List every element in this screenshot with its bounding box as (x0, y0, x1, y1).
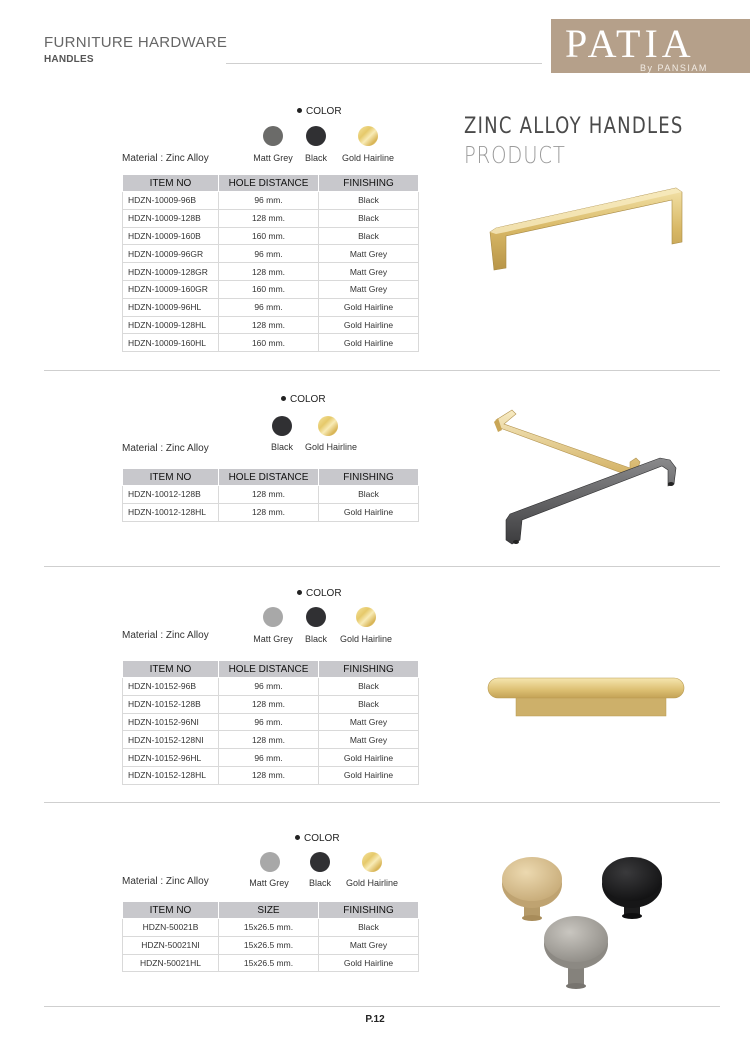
finishing: Black (319, 227, 419, 245)
footer-divider (44, 1006, 720, 1007)
item-no: HDZN-50021NI (123, 936, 219, 954)
table-row (123, 245, 419, 263)
item-no: HDZN-10009-128B (123, 209, 219, 227)
item-no: HDZN-10009-96GR (123, 245, 219, 263)
col-header-item-no: ITEM NO (123, 469, 219, 486)
brand-subtitle: By PANSIAM (640, 63, 708, 73)
item-no: HDZN-10009-160GR (123, 280, 219, 298)
swatch-black (272, 416, 292, 436)
table-row (123, 486, 419, 504)
table-row (123, 749, 419, 767)
item-no: HDZN-10009-96HL (123, 298, 219, 316)
col-header-size: SIZE (219, 902, 319, 919)
table-row (123, 713, 419, 731)
table-header-row (123, 902, 419, 919)
item-no: HDZN-10152-96B (123, 678, 219, 696)
swatch-black (310, 852, 330, 872)
swatch-label: Gold Hairline (304, 442, 358, 452)
swatch-label: Matt Grey (253, 153, 293, 163)
col-header-hole-distance: HOLE DISTANCE (219, 661, 319, 678)
table-row (123, 209, 419, 227)
page-subtitle: PRODUCT (464, 143, 566, 169)
item-no: HDZN-10009-96B (123, 192, 219, 210)
catalog-subcategory: HANDLES (44, 54, 94, 65)
handle-10009-image (486, 180, 686, 275)
section-divider (44, 370, 720, 371)
material-label: Material : Zinc Alloy (122, 876, 209, 887)
item-no: HDZN-10012-128B (123, 486, 219, 504)
spec-table (122, 468, 419, 522)
table-row (123, 919, 419, 937)
finishing: Gold Hairline (319, 954, 419, 972)
catalog-category: FURNITURE HARDWARE (44, 34, 228, 51)
page-title: ZINC ALLOY HANDLES (464, 114, 684, 139)
table-row (123, 334, 419, 352)
hole-distance: 128 mm. (219, 695, 319, 713)
swatch-label: Black (308, 878, 331, 888)
table-row (123, 936, 419, 954)
bullet-icon (295, 835, 300, 840)
finishing: Matt Grey (319, 731, 419, 749)
finishing: Matt Grey (319, 263, 419, 281)
hole-distance: 160 mm. (219, 334, 319, 352)
item-no: HDZN-10009-128GR (123, 263, 219, 281)
swatch-matt-grey (263, 607, 283, 627)
swatch-label: Gold Hairline (339, 634, 393, 644)
col-header-finishing: FINISHING (319, 661, 419, 678)
item-no: HDZN-10009-160B (123, 227, 219, 245)
finishing: Matt Grey (319, 713, 419, 731)
finishing: Matt Grey (319, 936, 419, 954)
header-divider (226, 63, 542, 64)
item-no: HDZN-10152-128NI (123, 731, 219, 749)
hole-distance: 128 mm. (219, 316, 319, 334)
swatch-black (306, 607, 326, 627)
hole-distance: 128 mm. (219, 731, 319, 749)
swatch-label: Matt Grey (253, 634, 293, 644)
table-header-row (123, 661, 419, 678)
size: 15x26.5 mm. (219, 919, 319, 937)
col-header-finishing: FINISHING (319, 469, 419, 486)
finishing: Black (319, 486, 419, 504)
size: 15x26.5 mm. (219, 954, 319, 972)
table-row (123, 695, 419, 713)
swatch-gold-hairline (358, 126, 378, 146)
table-row (123, 678, 419, 696)
finishing: Gold Hairline (319, 316, 419, 334)
table-row (123, 766, 419, 784)
page-number: P.12 (365, 1014, 385, 1025)
table-row (123, 731, 419, 749)
hole-distance: 160 mm. (219, 227, 319, 245)
swatch-label: Gold Hairline (341, 153, 395, 163)
spec-table (122, 901, 419, 972)
col-header-hole-distance: HOLE DISTANCE (219, 175, 319, 192)
hole-distance: 128 mm. (219, 766, 319, 784)
col-header-hole-distance: HOLE DISTANCE (219, 469, 319, 486)
item-no: HDZN-10152-128HL (123, 766, 219, 784)
swatch-gold-hairline (362, 852, 382, 872)
table-header-row (123, 469, 419, 486)
table-header-row (123, 175, 419, 192)
swatch-matt-grey (260, 852, 280, 872)
item-no: HDZN-10152-96HL (123, 749, 219, 767)
table-row (123, 192, 419, 210)
col-header-finishing: FINISHING (319, 902, 419, 919)
finishing: Gold Hairline (319, 749, 419, 767)
swatch-black (306, 126, 326, 146)
color-heading: COLOR (297, 588, 342, 599)
bullet-icon (281, 396, 286, 401)
col-header-item-no: ITEM NO (123, 661, 219, 678)
finishing: Black (319, 919, 419, 937)
hole-distance: 96 mm. (219, 245, 319, 263)
color-heading: COLOR (295, 833, 340, 844)
table-row (123, 316, 419, 334)
swatch-matt-grey (263, 126, 283, 146)
hole-distance: 96 mm. (219, 298, 319, 316)
swatch-gold-hairline (318, 416, 338, 436)
item-no: HDZN-10012-128HL (123, 503, 219, 521)
table-row (123, 263, 419, 281)
finishing: Gold Hairline (319, 298, 419, 316)
item-no: HDZN-10009-128HL (123, 316, 219, 334)
hole-distance: 128 mm. (219, 209, 319, 227)
table-row (123, 280, 419, 298)
item-no: HDZN-50021B (123, 919, 219, 937)
swatch-gold-hairline (356, 607, 376, 627)
hole-distance: 96 mm. (219, 713, 319, 731)
handle-10152-image (486, 672, 686, 722)
finishing: Gold Hairline (319, 766, 419, 784)
swatch-label: Matt Grey (249, 878, 289, 888)
finishing: Gold Hairline (319, 334, 419, 352)
hole-distance: 96 mm. (219, 749, 319, 767)
color-heading: COLOR (281, 394, 326, 405)
size: 15x26.5 mm. (219, 936, 319, 954)
swatch-label: Black (304, 634, 327, 644)
hole-distance: 160 mm. (219, 280, 319, 298)
finishing: Matt Grey (319, 280, 419, 298)
hole-distance: 96 mm. (219, 192, 319, 210)
handle-10012-image (490, 402, 690, 547)
section-divider (44, 566, 720, 567)
bullet-icon (297, 590, 302, 595)
material-label: Material : Zinc Alloy (122, 153, 209, 164)
item-no: HDZN-10152-128B (123, 695, 219, 713)
color-heading: COLOR (297, 106, 342, 117)
swatch-label: Black (304, 153, 327, 163)
item-no: HDZN-10152-96NI (123, 713, 219, 731)
finishing: Black (319, 695, 419, 713)
hole-distance: 96 mm. (219, 678, 319, 696)
brand-name: PATIA (565, 21, 695, 66)
bullet-icon (297, 108, 302, 113)
knob-50021-image (496, 848, 686, 998)
col-header-finishing: FINISHING (319, 175, 419, 192)
finishing: Matt Grey (319, 245, 419, 263)
finishing: Black (319, 209, 419, 227)
section-divider (44, 802, 720, 803)
finishing: Gold Hairline (319, 503, 419, 521)
col-header-item-no: ITEM NO (123, 175, 219, 192)
material-label: Material : Zinc Alloy (122, 443, 209, 454)
hole-distance: 128 mm. (219, 503, 319, 521)
spec-table (122, 660, 419, 785)
finishing: Black (319, 678, 419, 696)
table-row (123, 298, 419, 316)
hole-distance: 128 mm. (219, 486, 319, 504)
col-header-item-no: ITEM NO (123, 902, 219, 919)
spec-table (122, 174, 419, 352)
table-row (123, 227, 419, 245)
material-label: Material : Zinc Alloy (122, 630, 209, 641)
swatch-label: Black (270, 442, 293, 452)
finishing: Black (319, 192, 419, 210)
hole-distance: 128 mm. (219, 263, 319, 281)
item-no: HDZN-10009-160HL (123, 334, 219, 352)
item-no: HDZN-50021HL (123, 954, 219, 972)
table-row (123, 503, 419, 521)
swatch-label: Gold Hairline (345, 878, 399, 888)
table-row (123, 954, 419, 972)
